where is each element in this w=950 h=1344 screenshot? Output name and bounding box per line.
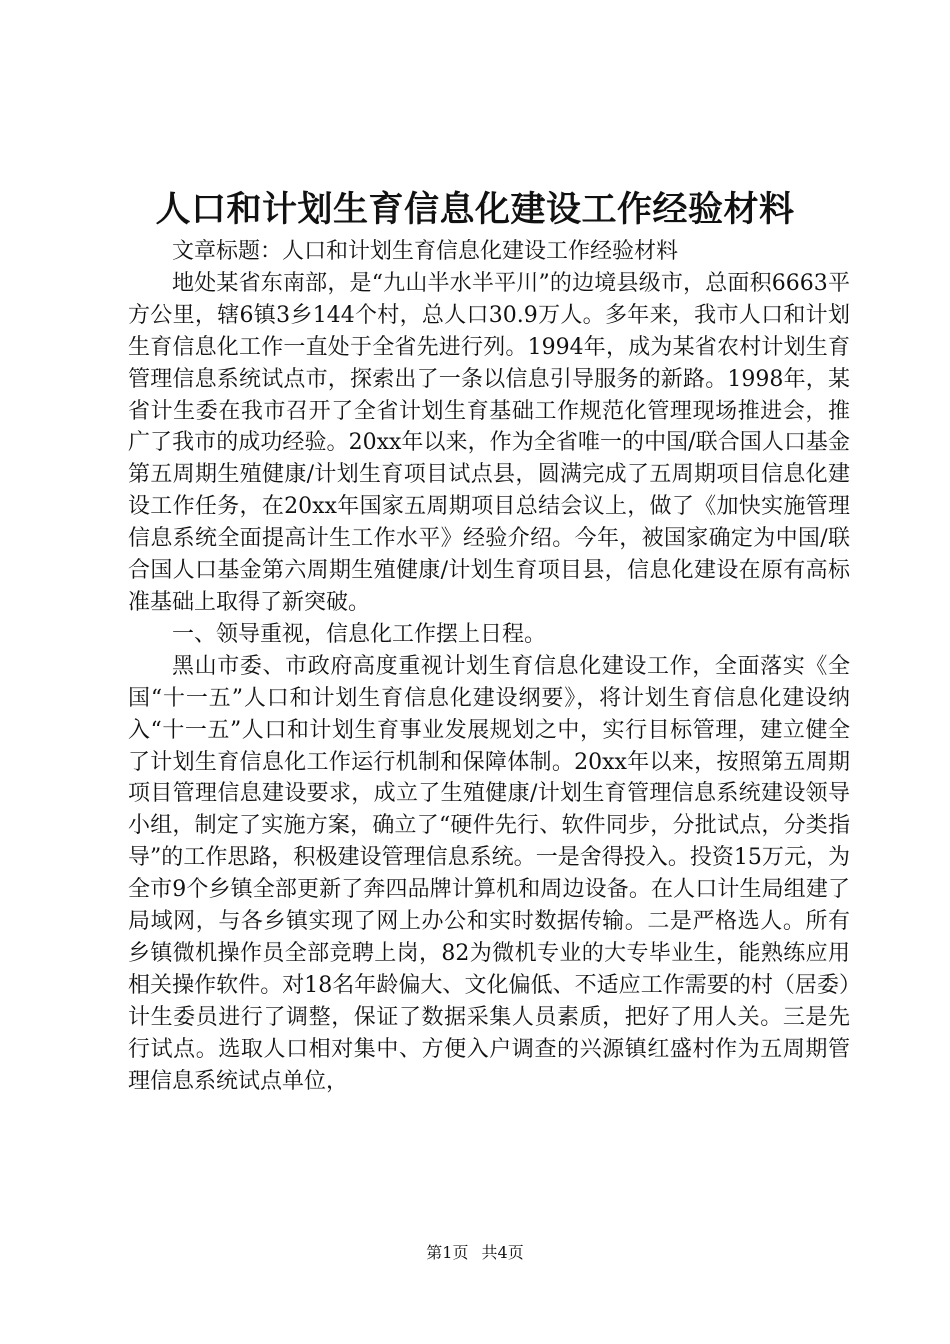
paragraph-section-1: 黑山市委、市政府高度重视计划生育信息化建设工作，全面落实《全国“十一五”人口和计划生育信息化建设纲要》，将计划生育信息化建设纳入“十一五”人口和计划生育事业发展规划之中，实行目标管理，建立健全了计划生育信息化工作运行机制和保障体制。20xx年以来，按照第五周期项目管理信息建设要求，成立了生殖健康/计划生育管理信息系统建设领导小组，制定了实施方案，确立了“硬件先行、软件同步，分批试点，分类指导”的工作思路，积极建设管理信息系统。一是舍得投入。投资15万元，为全市9个乡镇全部更新了奔四品牌计算机和周边设备。在人口计生局组建了局域网，与各乡镇实现了网上办公和实时数据传输。二是严格选人。所有乡镇微机操作员全部竞聘上岗，82为微机专业的大专毕业生，能熟练应用相关操作软件。对18名年龄偏大、文化偏低、不适应工作需要的村（居委）计生委员进行了调整，保证了数据采集人员素质，把好了用人关。三是先行试点。选取人口相对集中、方便入户调查的兴源镇红盛村作为五周期管理信息系统试点单位， <box>128 653 850 1094</box>
page-total: 共4页 <box>481 1243 524 1262</box>
paragraph-intro: 地处某省东南部，是“九山半水半平川”的边境县级市，总面积6663平方公里，辖6镇3乡144个村，总人口30.9万人。多年来，我市人口和计划生育信息化工作一直处于全省先进行列。1994年，成为某省农村计划生育管理信息系统试点市，探索出了一条以信息引导服务的新路。1998年，某省计生委在我市召开了全省计划生育基础工作规范化管理现场推进会，推广了我市的成功经验。20xx年以来，作为全省唯一的中国/联合国人口基金第五周期生殖健康/计划生育项目试点县，圆满完成了五周期项目信息化建设工作任务，在20xx年国家五周期项目总结会议上，做了《加快实施管理信息系统全面提高计生工作水平》经验介绍。今年，被国家确定为中国/联合国人口基金第六周期生殖健康/计划生育项目县，信息化建设在原有高标准基础上取得了新突破。 <box>128 270 850 615</box>
page-number: 第1页 <box>426 1243 469 1262</box>
document-title: 人口和计划生育信息化建设工作经验材料 <box>155 190 795 230</box>
document-body <box>128 236 850 1097</box>
page-footer <box>0 1241 950 1265</box>
section-heading-1: 一、领导重视，信息化工作摆上日程。 <box>172 621 547 647</box>
paragraph-article-heading: 文章标题：人口和计划生育信息化建设工作经验材料 <box>172 239 679 264</box>
